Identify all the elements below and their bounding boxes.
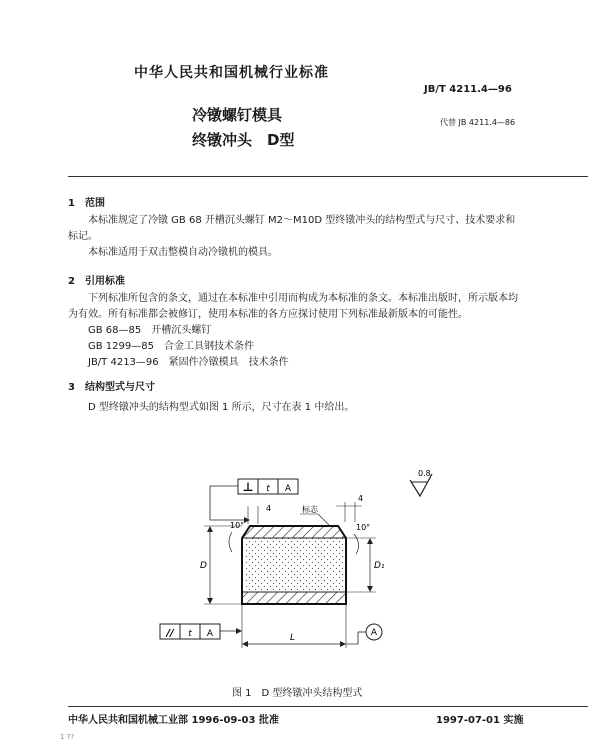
header-rule [68, 176, 588, 177]
dim-D1: D₁ [374, 561, 385, 571]
perpendicularity-frame [210, 479, 298, 523]
section-2-body [68, 291, 588, 371]
implementation-date: 1997-07-01 实施 [436, 715, 524, 726]
perpendicular-icon: ⊥ [242, 480, 254, 494]
document-title [192, 103, 294, 153]
s1-p1-line2: 标记。 [68, 231, 98, 242]
datum-letter: A [370, 628, 378, 638]
section-1-heading: 1 范围 [68, 198, 105, 209]
section-2-heading: 2 引用标准 [68, 276, 125, 287]
tolerance-t-2: t [188, 629, 192, 639]
punch-drawing [140, 462, 560, 677]
s2-p1-line2: 为有效。所有标准都会被修订，使用本标准的各方应探讨使用下列标准最新版本的可能性。 [68, 309, 468, 320]
footer-rule [68, 706, 588, 707]
angle-right: 10° [356, 523, 371, 532]
standard-number: JB/T 4211.4—96 [424, 84, 512, 95]
section-3-body: D 型终镦冲头的结构型式如图 1 所示，尺寸在表 1 中给出。 [88, 402, 355, 413]
s1-p1-line1: 本标准规定了冷镦 GB 68 开槽沉头螺钉 M2～M10D 型终镦冲头的结构型式与尺寸、技术要求和 [88, 215, 516, 226]
datum-ref: A [284, 484, 292, 494]
ref-item: JB/T 4213—96 紧固件冷镦模具 技术条件 [88, 357, 289, 368]
s1-p2: 本标准适用于双击整模自动冷镦机的模具。 [88, 247, 278, 258]
dim-4-left: 4 [266, 504, 272, 513]
ref-item: GB 1299—85 合金工具钢技术条件 [88, 341, 254, 352]
title-line-1: 冷镦螺钉模具 [192, 106, 283, 124]
dim-L: L [290, 633, 296, 643]
datum-ref-2: A [206, 629, 214, 639]
page-number: 1 ?? [60, 733, 75, 741]
roughness-symbol [410, 469, 432, 496]
parallelism-frame [160, 624, 242, 639]
section-3-heading: 3 结构型式与尺寸 [68, 382, 155, 393]
org-title: 中华人民共和国机械行业标准 [134, 65, 329, 81]
replaces-note: 代替 JB 4211.4—86 [440, 118, 516, 127]
roughness-value: 0.8 [418, 469, 431, 478]
dim-D: D [200, 561, 207, 571]
parallel-icon: // [166, 628, 174, 639]
title-line-2: 终镦冲头 D型 [192, 131, 295, 149]
approval-line: 中华人民共和国机械工业部 1996-09-03 批准 [68, 715, 279, 726]
dim-4-top: 4 [358, 494, 364, 503]
mark-label: 标志 [302, 505, 318, 514]
angle-left: 10° [230, 521, 245, 530]
s2-p1-line1: 下列标准所包含的条文，通过在本标准中引用而构成为本标准的条文。本标准出版时，所示版本均 [88, 293, 518, 304]
ref-item: GB 68—85 开槽沉头螺钉 [88, 325, 212, 336]
figure-caption: 图 1 D 型终镦冲头结构型式 [232, 688, 363, 699]
datum-a-symbol [352, 624, 382, 644]
tolerance-t: t [266, 484, 270, 494]
section-1-body [68, 213, 588, 261]
punch-body [242, 526, 346, 604]
